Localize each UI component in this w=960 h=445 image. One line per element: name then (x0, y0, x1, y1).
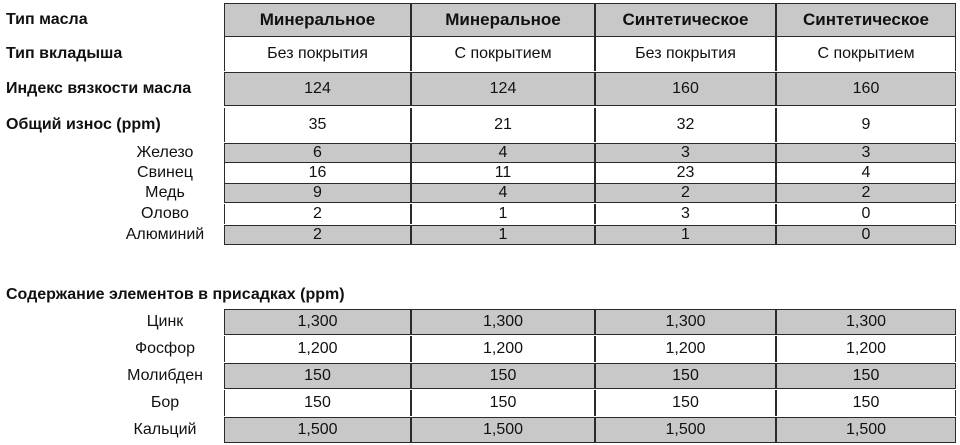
table-cell: 124 (411, 72, 595, 106)
table-cell: С покрытием (776, 37, 956, 71)
table-cell: 0 (776, 204, 956, 224)
column-header-4: Синтетическое (776, 3, 956, 37)
table-cell: 150 (411, 390, 595, 416)
table-cell: 0 (776, 225, 956, 245)
table-cell: 3 (595, 143, 776, 163)
table-cell: 2 (595, 183, 776, 203)
table-cell: 2 (224, 225, 411, 245)
column-header-2: Минеральное (411, 3, 595, 37)
table-cell: С покрытием (411, 37, 595, 71)
table-cell: 1,200 (776, 336, 956, 362)
table-cell: 150 (595, 390, 776, 416)
table-cell: 1 (411, 225, 595, 245)
table-cell: 1,500 (776, 417, 956, 443)
table-cell: 23 (595, 163, 776, 183)
table-cell: 160 (776, 72, 956, 106)
table-cell: 1,500 (595, 417, 776, 443)
row-label-boron: Бор (150, 394, 180, 411)
row-label-viscosity-index: Индекс вязкости масла (6, 80, 192, 97)
table-cell: 21 (411, 108, 595, 142)
table-cell: 4 (411, 143, 595, 163)
table-cell: 150 (224, 363, 411, 389)
row-label-lead: Свинец (137, 164, 193, 181)
table-cell: 3 (595, 204, 776, 224)
table-cell: 9 (776, 108, 956, 142)
row-label-aluminum: Алюминий (125, 226, 205, 243)
column-header-1: Минеральное (224, 3, 411, 37)
row-label-tin: Олово (141, 205, 189, 222)
table-cell: 1,300 (224, 309, 411, 335)
table-cell: 4 (776, 163, 956, 183)
table-cell: 11 (411, 163, 595, 183)
table-cell: 32 (595, 108, 776, 142)
table-cell: 1,200 (595, 336, 776, 362)
table-cell: 3 (776, 143, 956, 163)
table-cell: 1,500 (411, 417, 595, 443)
table-cell: 2 (776, 183, 956, 203)
row-label-total-wear: Общий износ (ppm) (6, 116, 161, 133)
column-header-3: Синтетическое (595, 3, 776, 37)
table-cell: 2 (224, 204, 411, 224)
table-cell: 124 (224, 72, 411, 106)
table-cell: 1 (595, 225, 776, 245)
row-label-zinc: Цинк (146, 313, 184, 330)
table-cell: 4 (411, 183, 595, 203)
table-cell: 9 (224, 183, 411, 203)
table-cell: 150 (595, 363, 776, 389)
table-cell: 1,300 (411, 309, 595, 335)
row-label-bearing-type: Тип вкладыша (6, 45, 123, 62)
row-label-calcium: Кальций (133, 421, 197, 438)
table-cell: 1,300 (595, 309, 776, 335)
table-cell: Без покрытия (595, 37, 776, 71)
table-cell: 6 (224, 143, 411, 163)
table-cell: 1,200 (224, 336, 411, 362)
table-cell: Без покрытия (224, 37, 411, 71)
table-cell: 150 (411, 363, 595, 389)
table-cell: 1 (411, 204, 595, 224)
row-label-copper: Медь (145, 184, 185, 201)
table-cell: 1,500 (224, 417, 411, 443)
table-cell: 150 (776, 390, 956, 416)
header-label-oil-type: Тип масла (6, 11, 88, 28)
section-title-additives: Содержание элементов в присадках (ppm) (6, 286, 345, 303)
table-cell: 35 (224, 108, 411, 142)
table-cell: 160 (595, 72, 776, 106)
table-cell: 16 (224, 163, 411, 183)
row-label-molybdenum: Молибден (127, 367, 203, 384)
table-cell: 1,300 (776, 309, 956, 335)
row-label-phosphorus: Фосфор (134, 340, 196, 357)
table-cell: 1,200 (411, 336, 595, 362)
row-label-iron: Железо (136, 144, 194, 161)
table-cell: 150 (224, 390, 411, 416)
table-cell: 150 (776, 363, 956, 389)
